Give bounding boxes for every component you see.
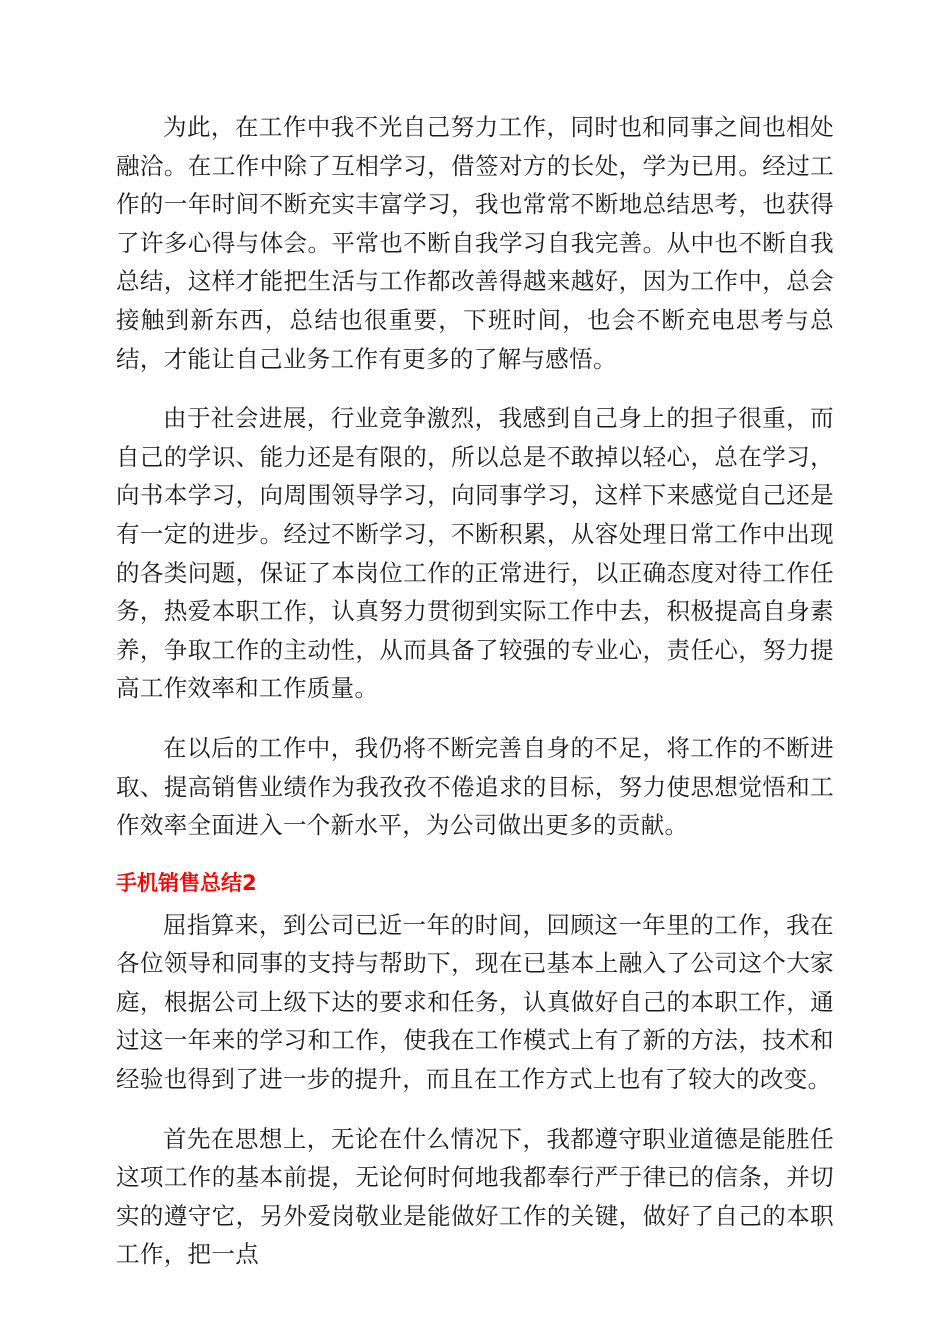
paragraph-learning: 由于社会进展，行业竞争激烈，我感到自己身上的担子很重，而自己的学识、能力还是有限的，所以总是不敢掉以轻心，总在学习，向书本学习，向周围领导学习，向同事学习，这样下来感觉自己还是有一定的进步。经过不断学习，不断积累，从容处理日常工作中出现的各类问题，保证了本岗位工作的正常进行，以正确态度对待工作任务，热爱本职工作，认真努力贯彻到实际工作中去，积极提高自身素养，争取工作的主动性，从而具备了较强的专业心，责任心，努力提高工作效率和工作质量。 [116, 404, 834, 703]
document-body [116, 108, 834, 1295]
paragraph-teamwork: 为此，在工作中我不光自己努力工作，同时也和同事之间也相处融洽。在工作中除了互相学习，借签对方的长处，学为已用。经过工作的一年时间不断充实丰富学习，我也常常不断地总结思考，也获得了许多心得与体会。平常也不断自我学习自我完善。从中也不断自我总结，这样才能把生活与工作都改善得越来越好，因为工作中，总会接触到新东西，总结也很重要，下班时间，也会不断充电思考与总结，才能让自己业务工作有更多的了解与感悟。 [116, 113, 834, 373]
section-heading: 手机销售总结2 [116, 870, 257, 895]
paragraph-ethics: 首先在思想上，无论在什么情况下，我都遵守职业道德是能胜任这项工作的基本前提，无论何时何地我都奉行严于律已的信条，并切实的遵守它，另外爱岗敬业是能做好工作的关键，做好了自己的本职工作，把一点 [116, 1124, 834, 1269]
paragraph-year-review: 屈指算来，到公司已近一年的时间，回顾这一年里的工作，我在各位领导和同事的支持与帮助下，现在已基本上融入了公司这个大家庭，根据公司上级下达的要求和任务，认真做好自己的本职工作，通过这一年来的学习和工作，使我在工作模式上有了新的方法，技术和经验也得到了进一步的提升，而且在工作方式上也有了较大的改变。 [116, 910, 834, 1094]
paragraph-future-goals: 在以后的工作中，我仍将不断完善自身的不足，将工作的不断进取、提高销售业绩作为我孜孜不倦追求的目标，努力使思想觉悟和工作效率全面进入一个新水平，为公司做出更多的贡献。 [116, 733, 834, 840]
